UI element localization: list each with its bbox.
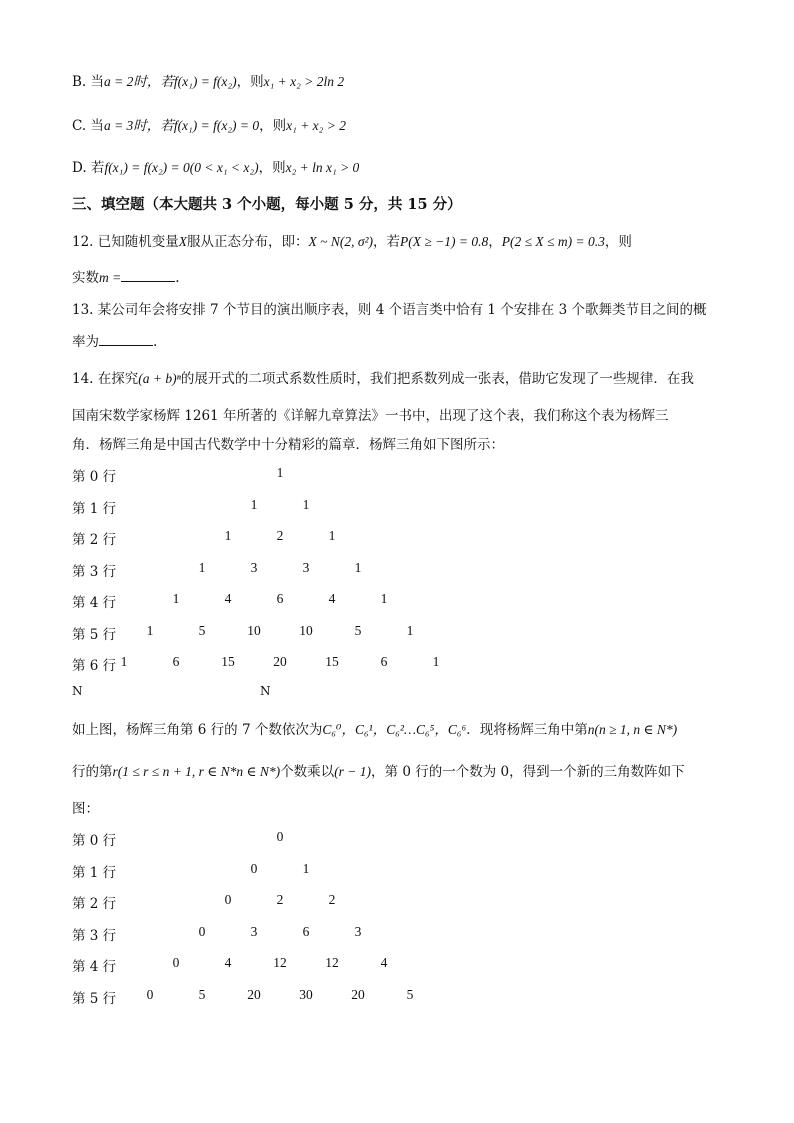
triangle2-row-label: 第 3 行 (72, 927, 117, 944)
triangle2-cell: 3 (354, 923, 362, 939)
triangle2-cell: 0 (224, 892, 232, 907)
triangle2-cell: 30 (299, 986, 313, 1002)
q12-probability-1: P(X ≥ −1) = 0.8 (400, 234, 489, 249)
triangle1-cell: 1 (172, 591, 180, 606)
q14-desc1-text-a: 如上图，杨辉三角第 6 行的 7 个数依次为 (72, 722, 323, 738)
q14-n-condition: n(n ≥ 1, n ∈ N*) (587, 722, 678, 737)
q12-text-1: 12. 已知随机变量 (72, 234, 179, 250)
triangle2-row-label: 第 4 行 (72, 959, 117, 975)
question-12-line-1 (72, 230, 632, 250)
q13-answer-blank[interactable] (99, 335, 153, 346)
triangle1-cell: 10 (247, 622, 261, 638)
option-c-equation: f(x₁) = f(x₂) = 0 (173, 118, 260, 133)
q12-var: X (178, 234, 188, 249)
triangle2-cell: 20 (247, 986, 261, 1002)
option-b-equation: f(x₁) = f(x₂) (173, 74, 237, 89)
question-14-line-1 (72, 367, 694, 387)
q14-desc2-text-a: 行的第 (72, 764, 113, 780)
triangle1-row-label: 第 2 行 (72, 532, 117, 548)
triangle1-cell: 1 (250, 496, 258, 512)
triangle2-cell: 2 (328, 892, 336, 907)
triangle2-cell: 4 (224, 955, 232, 970)
option-c-condition: a = 3时，若 (103, 118, 174, 133)
triangle1-row-label: 第 4 行 (72, 595, 117, 611)
q12-text-2: 服从正态分布，即： (187, 234, 309, 250)
q14-line1-text-b: 的展开式的二项式系数性质时，我们把系数列成一张表，借助它发现了一些规律．在我 (180, 371, 694, 387)
q14-line1-text-a: 14. 在探究 (72, 371, 139, 387)
option-d-prefix: D. 若 (72, 160, 105, 176)
triangle1-cell: 6 (380, 654, 388, 669)
triangle2-cell: 12 (273, 955, 287, 970)
triangle1-cell: 3 (250, 559, 258, 575)
triangle2-cell: 20 (351, 986, 365, 1002)
triangle2-row-label: 第 1 行 (72, 864, 117, 881)
question-14-desc-3: 图： (72, 801, 99, 817)
triangle1-cell: 1 (120, 654, 128, 669)
triangle2-cell: 5 (198, 986, 206, 1002)
option-c-then: ，则 (259, 118, 287, 134)
triangle2-row-label: 第 5 行 (72, 990, 117, 1007)
option-c (72, 114, 346, 134)
q12-probability-2: P(2 ≤ X ≤ m) = 0.3 (501, 234, 605, 249)
option-c-prefix: C. 当 (72, 118, 104, 134)
q14-binomial-expr: (a + b)ⁿ (138, 371, 181, 386)
question-13-line-1: 13. 某公司年会将安排 7 个节目的演出顺序表，则 4 个语言类中恰有 1 个安排在 3 个歌舞类节目之间的概 (72, 302, 707, 318)
triangle1-cell: 1 (224, 528, 232, 543)
question-12-line-2 (72, 266, 180, 286)
triangle1-row-label: 第 1 行 (72, 500, 117, 517)
q14-desc2-text-b: 个数乘以 (280, 764, 335, 780)
triangle2-cell: 0 (172, 955, 180, 970)
triangle1-cell: 15 (221, 654, 235, 669)
triangle2-cell: 0 (198, 923, 206, 939)
option-d-result: x₂ + ln x₁ > 0 (285, 160, 360, 175)
triangle2-cell: 2 (276, 892, 284, 907)
triangle2-cell: 0 (250, 860, 258, 876)
q12-line2-end: . (175, 270, 180, 286)
q14-r-minus-1: (r − 1) (334, 764, 372, 779)
question-14-desc-2 (72, 760, 685, 780)
triangle1-cell: 5 (354, 622, 362, 638)
triangle1-cell: 4 (328, 591, 336, 606)
triangle1-cell: 1 (302, 496, 310, 512)
triangle1-cell: 1 (146, 622, 154, 638)
q13-line2-text: 率为 (72, 334, 99, 350)
option-b-then: ，则 (236, 74, 264, 90)
option-d-then: ，则 (258, 160, 286, 176)
triangle1-cell: 3 (302, 559, 310, 575)
q12-answer-blank[interactable] (121, 271, 175, 282)
q12-separator: ， (488, 234, 502, 250)
question-14-line-2: 国南宋数学家杨辉 1261 年所著的《详解九章算法》一书中，出现了这个表，我们称这个表为杨辉三 (72, 408, 669, 424)
option-c-result: x₁ + x₂ > 2 (286, 118, 346, 133)
triangle2-cell: 0 (146, 986, 154, 1002)
q14-r-condition: r(1 ≤ r ≤ n + 1, r ∈ N*n ∈ N*) (112, 764, 281, 779)
triangle1-cell: 2 (276, 528, 284, 543)
triangle1-cell: 1 (276, 465, 284, 480)
option-d (72, 156, 359, 176)
ellipsis-mark-right: N (260, 684, 271, 698)
q13-line2-end: . (153, 334, 158, 350)
triangle1-row-label: 第 5 行 (72, 626, 117, 643)
triangle2-cell: 3 (250, 923, 258, 939)
triangle1-cell: 1 (380, 591, 388, 606)
triangle1-cell: 15 (325, 654, 339, 669)
triangle2-row-label: 第 2 行 (72, 896, 117, 912)
triangle1-cell: 6 (276, 591, 284, 606)
triangle1-cell: 1 (432, 654, 440, 669)
triangle2-cell: 12 (325, 955, 339, 970)
triangle2-cell: 6 (302, 923, 310, 939)
triangle2-cell: 4 (380, 955, 388, 970)
option-b-result: x₁ + x₂ > 2ln 2 (263, 74, 345, 89)
question-13-line-2 (72, 330, 157, 350)
q12-answer-var: m = (99, 270, 122, 285)
triangle1-cell: 1 (406, 622, 414, 638)
triangle2-cell: 0 (276, 829, 284, 844)
question-14-desc-1 (72, 718, 677, 738)
triangle2-cell: 5 (406, 986, 414, 1002)
q12-line2-text: 实数 (72, 270, 99, 286)
triangle1-cell: 1 (328, 528, 336, 543)
option-b-condition: a = 2时，若 (104, 74, 174, 89)
q12-text-3: ，若 (373, 234, 401, 250)
triangle1-cell: 10 (299, 622, 313, 638)
triangle1-row-label: 第 3 行 (72, 563, 117, 580)
question-14-line-3: 角．杨辉三角是中国古代数学中十分精彩的篇章．杨辉三角如下图所示： (72, 437, 504, 453)
triangle1-row-label: 第 0 行 (72, 469, 117, 485)
option-b (72, 70, 344, 90)
q14-combinations: C₆⁰，C₆¹，C₆²…C₆⁵，C₆⁶ (322, 722, 467, 737)
ellipsis-mark-left: N (72, 684, 83, 698)
option-b-prefix: B. 当 (72, 74, 105, 90)
section-title: 三、填空题（本大题共 3 个小题，每小题 5 分，共 15 分） (72, 196, 462, 213)
triangle1-cell: 6 (172, 654, 180, 669)
option-d-equation: f(x₁) = f(x₂) = 0(0 < x₁ < x₂) (104, 160, 259, 175)
triangle1-cell: 20 (273, 654, 287, 669)
triangle1-cell: 5 (198, 622, 206, 638)
q14-desc2-text-c: ，第 0 行的一个数为 0，得到一个新的三角数阵如下 (371, 764, 685, 780)
triangle2-cell: 1 (302, 860, 310, 876)
q12-text-4: ，则 (604, 234, 632, 250)
q14-desc1-text-b: ．现将杨辉三角中第 (466, 722, 588, 738)
triangle1-cell: 1 (354, 559, 362, 575)
q12-distribution: X ~ N(2, σ²) (308, 234, 374, 249)
triangle2-row-label: 第 0 行 (72, 833, 117, 849)
triangle1-cell: 1 (198, 559, 206, 575)
triangle1-row-label: 第 6 行 (72, 658, 117, 674)
triangle1-cell: 4 (224, 591, 232, 606)
